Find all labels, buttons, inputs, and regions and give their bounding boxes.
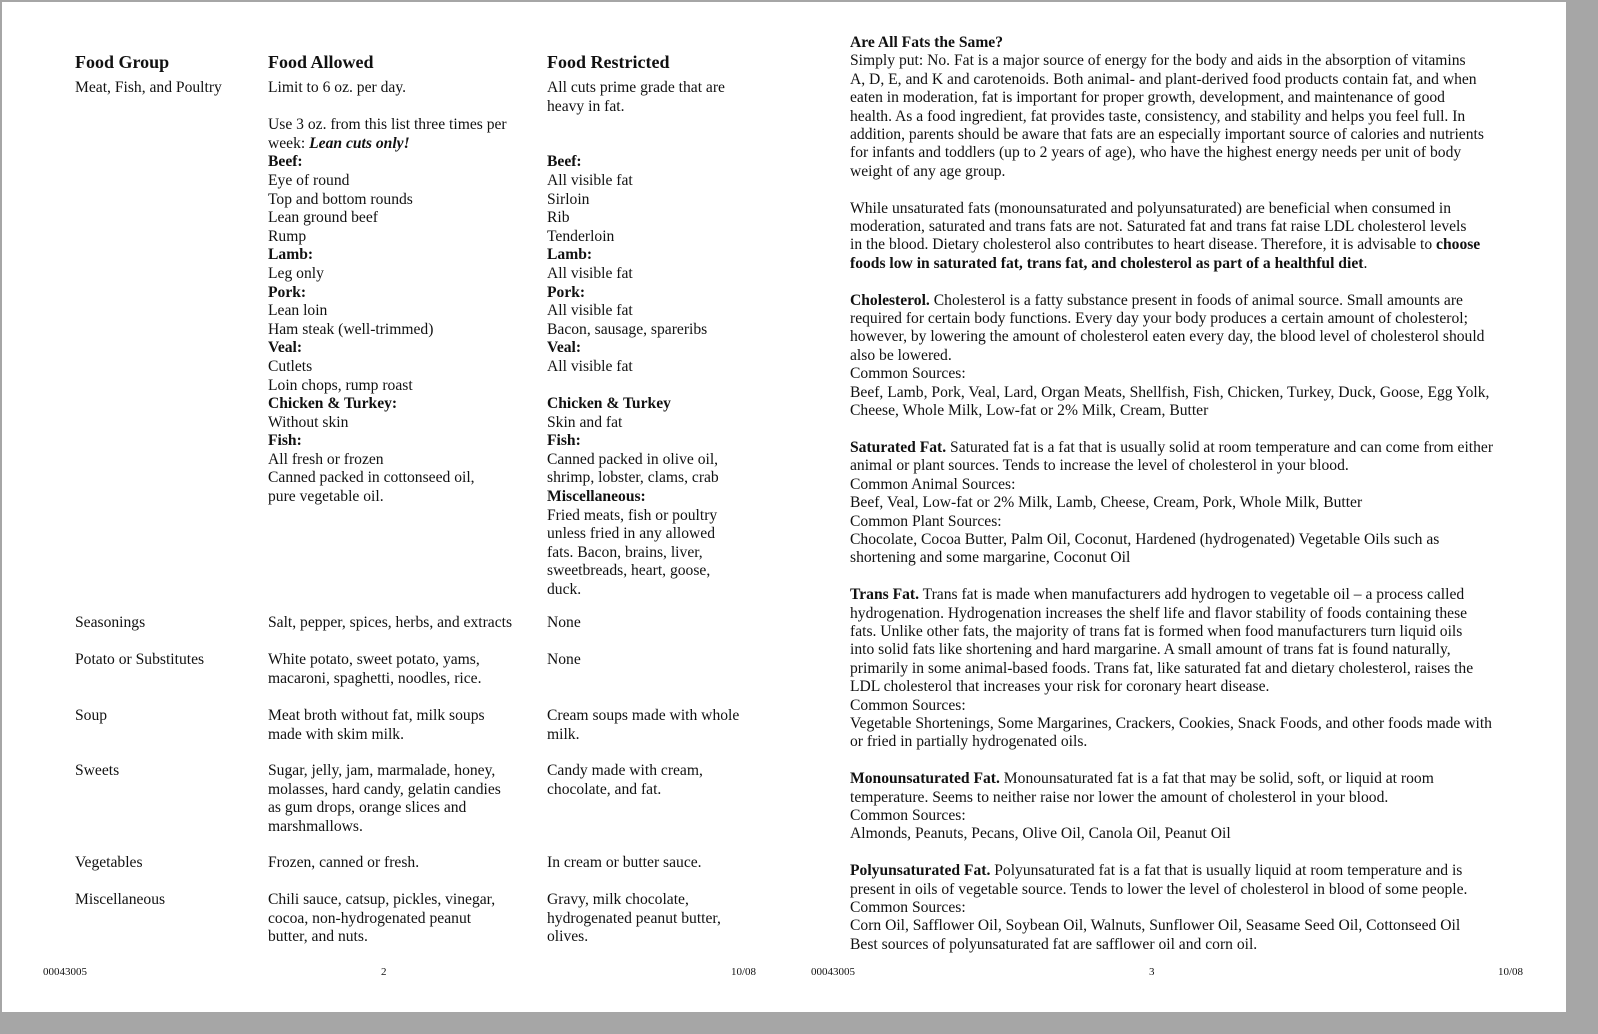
section-line: Chocolate, Cocoa Butter, Palm Oil, Coconut, Hardened (hydrogenated) Vegetable Oils such as xyxy=(850,530,1440,548)
section-line: Common Animal Sources: xyxy=(850,475,1016,493)
section-line: shortening and some margarine, Coconut Oil xyxy=(850,549,1131,567)
section-line: Best sources of polyunsaturated fat are safflower oil and corn oil. xyxy=(850,935,1258,953)
subheading xyxy=(268,432,507,451)
section-line: Corn Oil, Safflower Oil, Soybean Oil, Walnuts, Sunflower Oil, Seasame Seed Oil, Cottonseed Oil xyxy=(850,917,1461,935)
list-item xyxy=(268,377,507,396)
list-item xyxy=(268,488,507,507)
food-restricted-cell xyxy=(547,762,703,799)
header-food-restricted: Food Restricted xyxy=(547,52,670,72)
section-text: Cholesterol is a fatty substance present in foods of animal source. Small amounts are xyxy=(929,291,1463,309)
cell-line: Meat broth without fat, milk soups xyxy=(268,707,485,724)
cell-line: Gravy, milk chocolate, xyxy=(547,891,689,908)
section-line: temperature. Seems to neither raise nor lower the amount of cholesterol in your blood. xyxy=(850,788,1389,806)
spacer xyxy=(268,98,507,117)
list-item xyxy=(547,451,725,470)
list-text: Use 3 oz. from this list three times per xyxy=(268,116,507,134)
section-line: fats. Unlike other fats, the majority of trans fat is formed when food manufacturers turn liquid oils xyxy=(850,622,1463,640)
list-text: Miscellaneous: xyxy=(547,488,646,506)
cell-line: Frozen, canned or fresh. xyxy=(268,854,420,871)
list-text: All fresh or frozen xyxy=(268,450,384,468)
saturated-fat-section xyxy=(850,439,1530,568)
subheading xyxy=(268,284,507,303)
list-item xyxy=(547,321,725,340)
list-item xyxy=(268,302,507,321)
section-line: Vegetable Shortenings, Some Margarines, Crackers, Cookies, Snack Foods, and other foods made with xyxy=(850,714,1492,732)
list-text: Beef: xyxy=(268,153,303,171)
section-first-line xyxy=(850,292,1530,310)
food-allowed-cell xyxy=(268,707,485,744)
food-restricted-cell xyxy=(547,891,721,947)
cell-line: as gum drops, orange slices and xyxy=(268,799,467,817)
section-line: also be lowered. xyxy=(850,346,952,364)
section-text: Trans fat is made when manufacturers add hydrogen to vegetable oil – a process called xyxy=(919,586,1465,604)
list-text: week: xyxy=(268,134,310,152)
list-item xyxy=(268,209,507,228)
list-text: All visible fat xyxy=(547,264,633,282)
footer-code-right: 00043005 xyxy=(811,966,855,978)
food-restricted-cell xyxy=(547,651,581,670)
document-spread xyxy=(2,2,1566,1012)
section-first-line xyxy=(850,439,1530,457)
footer-date-right: 10/08 xyxy=(1498,966,1524,978)
section-line: or fried in partially hydrogenated oils. xyxy=(850,733,1088,751)
intro-line: eaten in moderation, fat is important for proper growth, development, and maintenance of good xyxy=(850,89,1445,107)
list-text: Lamb: xyxy=(268,246,314,264)
list-text: Sirloin xyxy=(547,190,590,208)
spacer xyxy=(547,135,725,154)
cell-line: macaroni, spaghetti, noodles, rice. xyxy=(268,669,482,687)
footer-code-left: 00043005 xyxy=(43,966,87,978)
list-text: Top and bottom rounds xyxy=(268,190,413,208)
section-line: Beef, Lamb, Pork, Veal, Lard, Organ Meats, Shellfish, Fish, Chicken, Turkey, Duck, Goose, Egg Yolk, xyxy=(850,383,1490,401)
section-title: Are All Fats the Same? xyxy=(850,34,1004,51)
list-text: Rib xyxy=(547,209,570,227)
list-text: All visible fat xyxy=(547,357,633,375)
list-item xyxy=(268,135,507,154)
list-text: Limit to 6 oz. per day. xyxy=(268,79,406,96)
list-text: Lean loin xyxy=(268,302,328,320)
list-item xyxy=(268,451,507,470)
list-text: sweetbreads, heart, goose, xyxy=(547,562,711,580)
section-heading: Saturated Fat. xyxy=(850,438,947,456)
list-item xyxy=(547,525,725,544)
list-text: All visible fat xyxy=(547,302,633,320)
section-first-line xyxy=(850,770,1530,788)
cell-line: None xyxy=(547,614,581,631)
section-line: animal or plant sources. Tends to increase the level of cholesterol in your blood. xyxy=(850,457,1349,475)
subheading xyxy=(547,488,725,507)
subheading xyxy=(268,246,507,265)
list-item xyxy=(268,265,507,284)
cell-line: None xyxy=(547,651,581,668)
list-text: Fish: xyxy=(547,432,581,450)
food-restricted-cell xyxy=(547,614,581,633)
cell-line: olives. xyxy=(547,928,589,946)
meat-allowed-list xyxy=(268,79,507,507)
subheading xyxy=(268,339,507,358)
footer-date-left: 10/08 xyxy=(731,966,757,978)
list-text: All cuts prime grade that are xyxy=(547,79,725,96)
meat-group-label: Meat, Fish, and Poultry xyxy=(75,79,222,96)
list-text: Pork: xyxy=(268,283,307,301)
unsat-emphasis: foods low in saturated fat, trans fat, and cholesterol as part of a healthful diet xyxy=(850,254,1364,272)
list-text: Skin and fat xyxy=(547,413,623,431)
section-first-line xyxy=(850,862,1530,880)
list-item xyxy=(268,172,507,191)
section-line: Common Plant Sources: xyxy=(850,512,1002,530)
list-item xyxy=(547,414,725,433)
food-group-label: Potato or Substitutes xyxy=(75,651,205,668)
spacer xyxy=(547,377,725,396)
food-restricted-cell xyxy=(547,707,739,744)
section-first-line xyxy=(850,586,1530,604)
cell-line: molasses, hard candy, gelatin candies xyxy=(268,780,501,798)
cell-line: Sugar, jelly, jam, marmalade, honey, xyxy=(268,762,496,779)
list-item xyxy=(268,191,507,210)
list-text: Fried meats, fish or poultry xyxy=(547,506,718,524)
section-line: Common Sources: xyxy=(850,899,966,916)
section-line: into solid fats like shortening and hard margarine. A small amount of trans fat is found naturally, xyxy=(850,641,1451,659)
subheading xyxy=(547,339,725,358)
list-item xyxy=(268,116,507,135)
list-item xyxy=(268,358,507,377)
cell-line: Chili sauce, catsup, pickles, vinegar, xyxy=(268,891,496,908)
section-line: Almonds, Peanuts, Pecans, Olive Oil, Canola Oil, Peanut Oil xyxy=(850,825,1231,843)
cell-line: White potato, sweet potato, yams, xyxy=(268,651,480,668)
section-line: Common Sources: xyxy=(850,696,966,714)
cell-line: Cream soups made with whole xyxy=(547,707,740,724)
food-allowed-cell xyxy=(268,891,495,947)
list-text: Beef: xyxy=(547,153,582,171)
list-text: Rump xyxy=(268,227,307,245)
section-heading: Cholesterol. xyxy=(850,291,930,309)
right-page-text xyxy=(850,34,1530,973)
header-food-allowed: Food Allowed xyxy=(268,52,374,72)
list-text: heavy in fat. xyxy=(547,97,625,115)
section-line: hydrogenation. Hydrogenation increases the shelf life and flavor stability of foods containing these xyxy=(850,604,1468,622)
list-text: Canned packed in cottonseed oil, xyxy=(268,469,475,487)
section-line: LDL cholesterol that increases your risk for coronary heart disease. xyxy=(850,678,1270,696)
unsat-emphasis: choose xyxy=(1436,236,1481,254)
unsat-text: in the blood. Dietary cholesterol also contributes to heart disease. Therefore, it is advisable to xyxy=(850,236,1437,254)
list-item xyxy=(547,79,725,98)
cell-line: milk. xyxy=(547,725,580,743)
section-line: primarily in some animal-based foods. Trans fat, like saturated fat and dietary cholesterol, raises the xyxy=(850,659,1474,677)
intro-line: health. As a food ingredient, fat provides taste, consistency, and stability and helps you feel full. In xyxy=(850,107,1466,125)
unsat-line xyxy=(850,255,1530,273)
food-allowed-cell xyxy=(268,762,501,836)
section-line: required for certain body functions. Every day your body produces a certain amount of cholesterol; xyxy=(850,310,1468,328)
intro-line: A, D, E, and K and carotenoids. Both animal- and plant-derived food products contain fat, and when xyxy=(850,70,1477,88)
list-item xyxy=(547,562,725,581)
list-text: unless fried in any allowed xyxy=(547,525,716,543)
list-text: duck. xyxy=(547,581,582,599)
list-item xyxy=(547,209,725,228)
spacer xyxy=(547,116,725,135)
intro-line: weight of any age group. xyxy=(850,162,1006,180)
list-item xyxy=(547,469,725,488)
subheading xyxy=(268,395,507,414)
polyunsaturated-fat-section xyxy=(850,862,1530,954)
list-text: Tenderloin xyxy=(547,227,615,245)
unsaturated-paragraph xyxy=(850,200,1530,274)
subheading xyxy=(547,153,725,172)
section-text: Saturated fat is a fat that is usually solid at room temperature and can come from either xyxy=(946,438,1494,456)
subheading xyxy=(547,432,725,451)
list-text: Canned packed in olive oil, xyxy=(547,450,719,468)
cell-line: In cream or butter sauce. xyxy=(547,854,702,871)
list-item xyxy=(268,228,507,247)
food-group-label: Miscellaneous xyxy=(75,891,166,908)
intro-paragraph xyxy=(850,52,1530,181)
list-text: Lamb: xyxy=(547,246,593,264)
list-text: Lean ground beef xyxy=(268,209,378,227)
list-item xyxy=(268,469,507,488)
food-group-label: Sweets xyxy=(75,762,120,779)
list-item xyxy=(547,98,725,117)
section-heading: Trans Fat. xyxy=(850,586,920,604)
section-line: however, by lowering the amount of cholesterol eaten every day, the blood level of cholesterol should xyxy=(850,328,1485,346)
section-line: Cheese, Whole Milk, Low-fat or 2% Milk, Cream, Butter xyxy=(850,402,1209,420)
list-text: Without skin xyxy=(268,413,349,431)
list-text: Veal: xyxy=(268,339,303,357)
food-allowed-cell xyxy=(268,614,512,633)
meat-restricted-list xyxy=(547,79,725,600)
cell-line: cocoa, non-hydrogenated peanut xyxy=(268,909,472,927)
header-food-group: Food Group xyxy=(75,52,170,72)
section-line: Beef, Veal, Low-fat or 2% Milk, Lamb, Cheese, Cream, Pork, Whole Milk, Butter xyxy=(850,494,1363,512)
list-item xyxy=(268,321,507,340)
intro-line: for infants and toddlers (up to 2 years of age), who have the highest energy needs per unit of body xyxy=(850,144,1462,162)
food-group-label: Soup xyxy=(75,707,108,724)
list-text: All visible fat xyxy=(547,171,633,189)
list-text: Chicken & Turkey: xyxy=(268,395,398,413)
list-item xyxy=(547,302,725,321)
list-text: shrimp, lobster, clams, crab xyxy=(547,469,719,487)
list-item xyxy=(547,581,725,600)
list-item xyxy=(547,544,725,563)
list-text: Leg only xyxy=(268,264,324,282)
list-item xyxy=(547,228,725,247)
list-item xyxy=(268,79,507,98)
footer-page-left: 2 xyxy=(381,966,387,978)
list-text: Chicken & Turkey xyxy=(547,395,671,413)
footer-page-right: 3 xyxy=(1149,966,1155,978)
cell-line: made with skim milk. xyxy=(268,725,405,743)
cell-line: chocolate, and fat. xyxy=(547,780,662,798)
subheading xyxy=(547,395,725,414)
list-text: Pork: xyxy=(547,283,586,301)
trans-fat-section xyxy=(850,586,1530,752)
intro-line: Simply put: No. Fat is a major source of energy for the body and aids in the absorption of vitamins xyxy=(850,52,1466,70)
list-text: fats. Bacon, brains, liver, xyxy=(547,543,703,561)
list-text: Ham steak (well-trimmed) xyxy=(268,320,434,338)
list-text: Eye of round xyxy=(268,171,350,189)
subheading xyxy=(268,153,507,172)
list-item xyxy=(547,191,725,210)
list-item xyxy=(547,265,725,284)
cell-line: Candy made with cream, xyxy=(547,762,703,779)
section-heading: Monounsaturated Fat. xyxy=(850,770,1000,788)
food-allowed-cell xyxy=(268,854,419,873)
section-line: Common Sources: xyxy=(850,806,966,824)
unsat-line xyxy=(850,236,1530,254)
section-line: Common Sources: xyxy=(850,365,966,383)
list-item xyxy=(547,358,725,377)
list-text: pure vegetable oil. xyxy=(268,488,384,506)
food-group-label: Vegetables xyxy=(75,854,143,871)
cell-line: Salt, pepper, spices, herbs, and extracts xyxy=(268,614,513,631)
list-item xyxy=(547,172,725,191)
list-item xyxy=(547,507,725,526)
section-text: Polyunsaturated fat is a fat that is usually liquid at room temperature and is xyxy=(990,862,1463,880)
food-restricted-cell xyxy=(547,854,702,873)
emphasis-text: Lean cuts only! xyxy=(309,134,410,152)
section-line: present in oils of vegetable source. Tends to lower the level of cholesterol in blood of some people. xyxy=(850,880,1468,898)
cell-line: marshmallows. xyxy=(268,817,363,835)
food-group-label: Seasonings xyxy=(75,614,146,631)
list-text: Bacon, sausage, spareribs xyxy=(547,320,708,338)
list-item xyxy=(268,414,507,433)
cell-line: butter, and nuts. xyxy=(268,928,368,946)
food-allowed-cell xyxy=(268,651,481,688)
subheading xyxy=(547,246,725,265)
subheading xyxy=(547,284,725,303)
monounsaturated-fat-section xyxy=(850,770,1530,844)
list-text: Loin chops, rump roast xyxy=(268,376,413,394)
unsat-text: . xyxy=(1363,254,1368,272)
section-text: Monounsaturated fat is a fat that may be solid, soft, or liquid at room xyxy=(999,770,1434,788)
unsat-line: While unsaturated fats (monounsaturated and polyunsaturated) are beneficial when consumed in xyxy=(850,199,1452,217)
unsat-line: moderation, saturated and trans fats are not. Saturated fat and trans fat raise LDL cholesterol levels xyxy=(850,218,1467,236)
cholesterol-section xyxy=(850,292,1530,421)
list-text: Fish: xyxy=(268,432,302,450)
section-heading: Polyunsaturated Fat. xyxy=(850,862,991,880)
list-text: Cutlets xyxy=(268,357,313,375)
cell-line: hydrogenated peanut butter, xyxy=(547,909,721,927)
list-text: Veal: xyxy=(547,339,582,357)
intro-line: addition, parents should be aware that fats are an especially important source of calories and nutrients xyxy=(850,126,1484,144)
